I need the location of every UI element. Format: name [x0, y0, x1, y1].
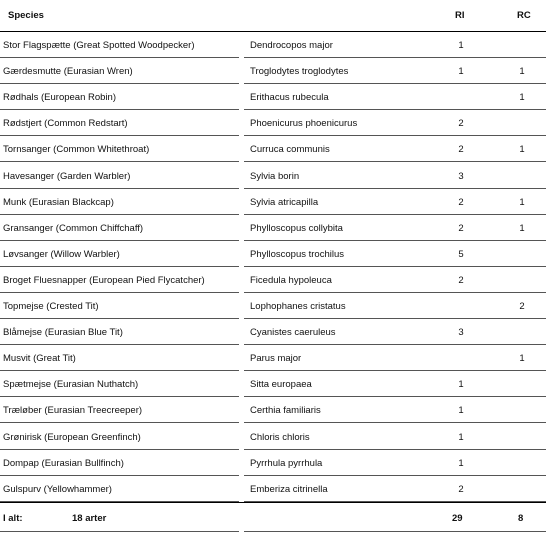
header-ri: RI [455, 10, 465, 21]
table-row [0, 189, 546, 215]
total-ri: 29 [452, 513, 463, 524]
total-row [0, 502, 546, 534]
latin-name: Dendrocopos major [250, 40, 333, 51]
ri-value: 3 [458, 327, 464, 339]
table-row [0, 424, 546, 450]
latin-name: Phoenicurus phoenicurus [250, 118, 358, 130]
ri-value: 2 [458, 483, 464, 495]
ri-value: 1 [458, 457, 464, 469]
species-name: Tornsanger (Common Whitethroat) [3, 144, 150, 156]
header-species: Species [8, 10, 44, 21]
latin-name: Erithacus rubecula [250, 92, 329, 104]
table-row [0, 319, 546, 345]
table-row [0, 136, 546, 162]
table-row [0, 58, 546, 84]
latin-name: Pyrrhula pyrrhula [250, 457, 323, 469]
species-name: Gransanger (Common Chiffchaff) [3, 222, 144, 234]
table-row [0, 215, 546, 241]
species-name: Stor Flagspætte (Great Spotted Woodpecker) [3, 40, 195, 51]
species-name: Broget Fluesnapper (European Pied Flycatcher) [3, 274, 205, 286]
species-name: Løvsanger (Willow Warbler) [3, 248, 120, 260]
rc-value: 1 [519, 196, 525, 208]
latin-name: Troglodytes troglodytes [250, 66, 349, 78]
ri-value: 2 [458, 196, 464, 208]
species-name: Rødstjert (Common Redstart) [3, 118, 128, 130]
table-row [0, 450, 546, 476]
table-row [0, 267, 546, 293]
latin-name: Lophophanes cristatus [250, 301, 346, 312]
latin-name: Parus major [250, 353, 302, 365]
table-row [0, 371, 546, 397]
table-row [0, 293, 546, 319]
ri-value: 2 [458, 274, 464, 286]
ri-value: 1 [458, 379, 464, 391]
rc-value: 1 [519, 66, 525, 78]
table-header [0, 0, 546, 32]
latin-name: Certhia familiaris [250, 405, 321, 417]
latin-name: Ficedula hypoleuca [250, 274, 332, 286]
species-name: Munk (Eurasian Blackcap) [3, 196, 114, 208]
rc-value: 1 [519, 144, 525, 156]
rc-value: 2 [519, 301, 525, 312]
latin-name: Phylloscopus collybita [250, 222, 343, 234]
species-name: Grønirisk (European Greenfinch) [3, 431, 141, 443]
header-rc: RC [517, 10, 531, 21]
table-row [0, 241, 546, 267]
species-name: Gærdesmutte (Eurasian Wren) [3, 66, 133, 78]
latin-name: Phylloscopus trochilus [250, 248, 344, 260]
latin-name: Chloris chloris [250, 431, 310, 443]
ri-value: 2 [458, 222, 464, 234]
ri-value: 2 [458, 118, 464, 130]
latin-name: Curruca communis [250, 144, 330, 156]
rc-value: 1 [519, 92, 525, 104]
table-row [0, 32, 546, 58]
ri-value: 1 [458, 405, 464, 417]
latin-name: Sitta europaea [250, 379, 312, 391]
ri-value: 3 [458, 170, 464, 182]
rc-value: 1 [519, 353, 525, 365]
species-name: Musvit (Great Tit) [3, 353, 76, 365]
table-row [0, 163, 546, 189]
species-name: Træløber (Eurasian Treecreeper) [3, 405, 143, 417]
species-name: Dompap (Eurasian Bullfinch) [3, 457, 124, 469]
table-row [0, 397, 546, 423]
table-row [0, 110, 546, 136]
table-row [0, 345, 546, 371]
divider [244, 531, 546, 532]
ri-value: 1 [458, 66, 464, 78]
divider [0, 531, 239, 532]
total-label: I alt: [3, 513, 23, 524]
latin-name: Sylvia atricapilla [250, 196, 319, 208]
species-name: Topmejse (Crested Tit) [3, 301, 99, 312]
rc-value: 1 [519, 222, 525, 234]
latin-name: Cyanistes caeruleus [250, 327, 336, 339]
species-name: Gulspurv (Yellowhammer) [3, 483, 112, 495]
latin-name: Sylvia borin [250, 170, 300, 182]
species-name: Spætmejse (Eurasian Nuthatch) [3, 379, 139, 391]
ri-value: 1 [458, 40, 464, 51]
species-name: Blåmejse (Eurasian Blue Tit) [3, 327, 123, 339]
latin-name: Emberiza citrinella [250, 483, 328, 495]
table-row [0, 84, 546, 110]
species-name: Rødhals (European Robin) [3, 92, 117, 104]
ri-value: 2 [458, 144, 464, 156]
table-row [0, 476, 546, 502]
species-name: Havesanger (Garden Warbler) [3, 170, 131, 182]
total-rc: 8 [518, 513, 524, 524]
ri-value: 1 [458, 431, 464, 443]
ri-value: 5 [458, 248, 464, 260]
total-species-count: 18 arter [72, 513, 107, 524]
